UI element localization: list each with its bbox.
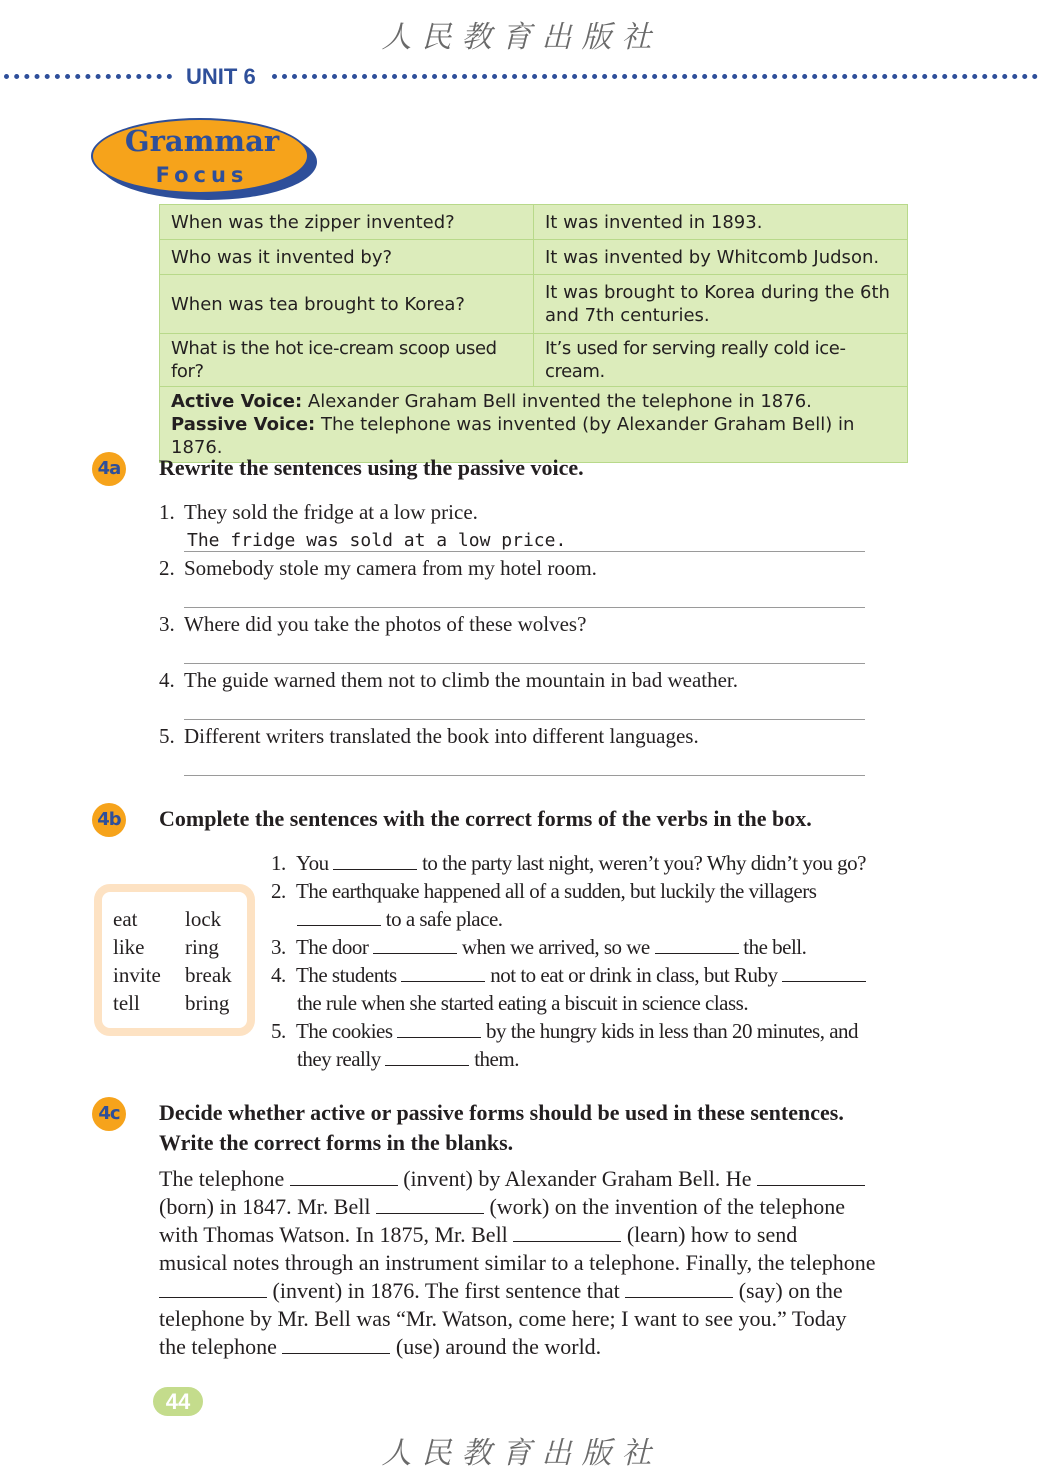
- exercise-4b-item-5-cont: [271, 1045, 911, 1073]
- exercise-4b-item-3: [271, 933, 911, 961]
- verb-word: eat: [113, 907, 138, 931]
- fill-blank[interactable]: [333, 852, 417, 870]
- paragraph-text: The telephone: [159, 1166, 285, 1191]
- item-number: 3.: [271, 935, 286, 959]
- exercise-4b-item-2-cont: [271, 905, 911, 933]
- sentence-text: to a safe place.: [385, 907, 503, 931]
- item-sentence: The guide warned them not to climb the mountain in bad weather.: [184, 668, 739, 692]
- page-number: 44: [153, 1387, 203, 1416]
- sentence-text: The cookies: [296, 1019, 393, 1043]
- exercise-4a-badge: 4a: [92, 452, 126, 486]
- exercise-4a-item: [159, 555, 597, 581]
- exercise-4c-badge: 4c: [92, 1097, 126, 1131]
- fill-blank[interactable]: [376, 1196, 484, 1214]
- exercise-4b-item-1: [271, 849, 911, 877]
- exercise-4c-paragraph: [159, 1165, 919, 1361]
- exercise-4b-title: Complete the sentences with the correct forms of the verbs in the box.: [159, 806, 812, 831]
- sentence-text: not to eat or drink in class, but Ruby: [490, 963, 778, 987]
- passive-voice-text: The telephone was invented (by Alexander Graham Bell) in 1876.: [171, 414, 855, 458]
- paragraph-text: (say) on the: [738, 1278, 843, 1303]
- active-voice-example: [171, 390, 896, 413]
- fill-blank[interactable]: [401, 964, 485, 982]
- fill-blank[interactable]: [782, 964, 866, 982]
- grammar-row: [160, 205, 908, 240]
- dotted-rule-right: [272, 74, 1038, 79]
- grammar-row: [160, 334, 908, 387]
- sentence-text: them.: [474, 1047, 519, 1071]
- fill-blank[interactable]: [397, 1020, 481, 1038]
- exercise-4b-items: [271, 849, 911, 1073]
- paragraph-line: [159, 1249, 919, 1277]
- paragraph-line: [159, 1277, 919, 1305]
- answer-line[interactable]: [184, 754, 865, 776]
- item-number: 5.: [159, 724, 175, 748]
- paragraph-line: [159, 1333, 919, 1361]
- grammar-focus-subtitle: Focus: [155, 163, 249, 187]
- verb-word: tell: [113, 991, 140, 1015]
- sentence-text: The students: [296, 963, 397, 987]
- item-sentence: They sold the fridge at a low price.: [184, 500, 478, 524]
- grammar-focus-table: [159, 204, 908, 463]
- fill-blank[interactable]: [513, 1224, 621, 1242]
- exercise-4a-item: [159, 499, 478, 525]
- voice-examples: [160, 387, 908, 463]
- sentence-text: to the party last night, weren’t you? Why didn’t you go?: [422, 851, 866, 875]
- answer-line[interactable]: [184, 530, 865, 552]
- dotted-rule-left: [4, 74, 172, 79]
- item-number: 3.: [159, 612, 175, 636]
- item-number: 5.: [271, 1019, 286, 1043]
- item-number: 4.: [271, 963, 286, 987]
- sentence-text: The door: [296, 935, 369, 959]
- exercise-4b-badge: 4b: [92, 803, 126, 837]
- grammar-question: Who was it invented by?: [160, 240, 534, 275]
- verb-word: break: [185, 963, 232, 987]
- grammar-question: When was the zipper invented?: [160, 205, 534, 240]
- handwritten-answer: The fridge was sold at a low price.: [187, 530, 567, 551]
- publisher-logo-top: 人民教育出版社: [381, 20, 662, 55]
- item-sentence: Where did you take the photos of these wolves?: [184, 612, 587, 636]
- item-number: 1.: [159, 500, 175, 524]
- paragraph-line: [159, 1193, 919, 1221]
- exercise-4a-item: [159, 667, 738, 693]
- sentence-text: You: [296, 851, 329, 875]
- grammar-answer: It was brought to Korea during the 6th and 7th centuries.: [534, 275, 908, 334]
- publisher-logo-bottom: 人民教育出版社: [381, 1436, 662, 1471]
- grammar-row: [160, 275, 908, 334]
- grammar-answer: It was invented in 1893.: [534, 205, 908, 240]
- paragraph-text: (work) on the invention of the telephone: [489, 1194, 846, 1219]
- item-sentence: Somebody stole my camera from my hotel room.: [184, 556, 597, 580]
- active-voice-label: Active Voice:: [171, 391, 303, 412]
- passive-voice-label: Passive Voice:: [171, 414, 316, 435]
- exercise-4c-title-line-2: Write the correct forms in the blanks.: [159, 1130, 514, 1155]
- exercise-4a-title: Rewrite the sentences using the passive voice.: [159, 455, 584, 480]
- active-voice-text: Alexander Graham Bell invented the telephone in 1876.: [302, 391, 812, 412]
- exercise-4b-item-4-cont: [271, 989, 911, 1017]
- verb-word: ring: [185, 935, 219, 959]
- grammar-answer: It’s used for serving really cold ice-cream.: [534, 334, 908, 387]
- grammar-answer: It was invented by Whitcomb Judson.: [534, 240, 908, 275]
- fill-blank[interactable]: [655, 936, 739, 954]
- paragraph-text: the telephone: [159, 1334, 277, 1359]
- grammar-question: When was tea brought to Korea?: [160, 275, 534, 334]
- verb-word: lock: [185, 907, 222, 931]
- fill-blank[interactable]: [282, 1336, 390, 1354]
- fill-blank[interactable]: [385, 1048, 469, 1066]
- paragraph-text: musical notes through an instrument similar to a telephone. Finally, the telephone: [159, 1250, 876, 1275]
- paragraph-line: [159, 1165, 919, 1193]
- answer-line[interactable]: [184, 698, 865, 720]
- exercise-4b-item-5: [271, 1017, 911, 1045]
- exercise-4c-title-line-1: Decide whether active or passive forms should be used in these sentences.: [159, 1100, 844, 1125]
- fill-blank[interactable]: [373, 936, 457, 954]
- fill-blank[interactable]: [625, 1280, 733, 1298]
- sentence-text: the bell.: [743, 935, 807, 959]
- exercise-4a-item: [159, 611, 586, 637]
- exercise-4b-item-2: [271, 877, 911, 905]
- sentence-text: by the hungry kids in less than 20 minutes, and: [486, 1019, 859, 1043]
- sentence-text: the rule when she started eating a biscuit in science class.: [297, 991, 749, 1015]
- verb-word: bring: [185, 991, 230, 1015]
- exercise-4a-item: [159, 723, 699, 749]
- fill-blank[interactable]: [159, 1280, 267, 1298]
- item-number: 2.: [271, 879, 286, 903]
- paragraph-text: with Thomas Watson. In 1875, Mr. Bell: [159, 1222, 508, 1247]
- answer-line[interactable]: [184, 586, 865, 608]
- fill-blank[interactable]: [290, 1168, 398, 1186]
- paragraph-line: [159, 1221, 919, 1249]
- passive-voice-example: [171, 413, 896, 459]
- verb-word: invite: [113, 963, 161, 987]
- item-number: 4.: [159, 668, 175, 692]
- item-sentence: Different writers translated the book into different languages.: [184, 724, 699, 748]
- answer-line[interactable]: [184, 642, 865, 664]
- paragraph-text: telephone by Mr. Bell was “Mr. Watson, come here; I want to see you.” Today: [159, 1306, 847, 1331]
- sentence-text: when we arrived, so we: [461, 935, 650, 959]
- exercise-4b-item-4: [271, 961, 911, 989]
- unit-label: UNIT 6: [186, 64, 256, 89]
- fill-blank[interactable]: [297, 908, 381, 926]
- paragraph-text: (learn) how to send: [626, 1222, 798, 1247]
- paragraph-text: (invent) in 1876. The first sentence that: [272, 1278, 620, 1303]
- paragraph-line: [159, 1305, 919, 1333]
- grammar-focus-title: Grammar: [124, 124, 280, 158]
- verb-word-list: [113, 905, 255, 1017]
- fill-blank[interactable]: [757, 1168, 865, 1186]
- paragraph-text: (use) around the world.: [395, 1334, 602, 1359]
- item-number: 1.: [271, 851, 286, 875]
- grammar-row: [160, 240, 908, 275]
- voice-examples-row: [160, 387, 908, 463]
- verb-word: like: [113, 935, 145, 959]
- item-number: 2.: [159, 556, 175, 580]
- grammar-question: What is the hot ice-cream scoop used for?: [160, 334, 534, 387]
- sentence-text: they really: [297, 1047, 381, 1071]
- paragraph-text: (born) in 1847. Mr. Bell: [159, 1194, 371, 1219]
- sentence-text: The earthquake happened all of a sudden, but luckily the villagers: [296, 879, 817, 903]
- paragraph-text: (invent) by Alexander Graham Bell. He: [403, 1166, 752, 1191]
